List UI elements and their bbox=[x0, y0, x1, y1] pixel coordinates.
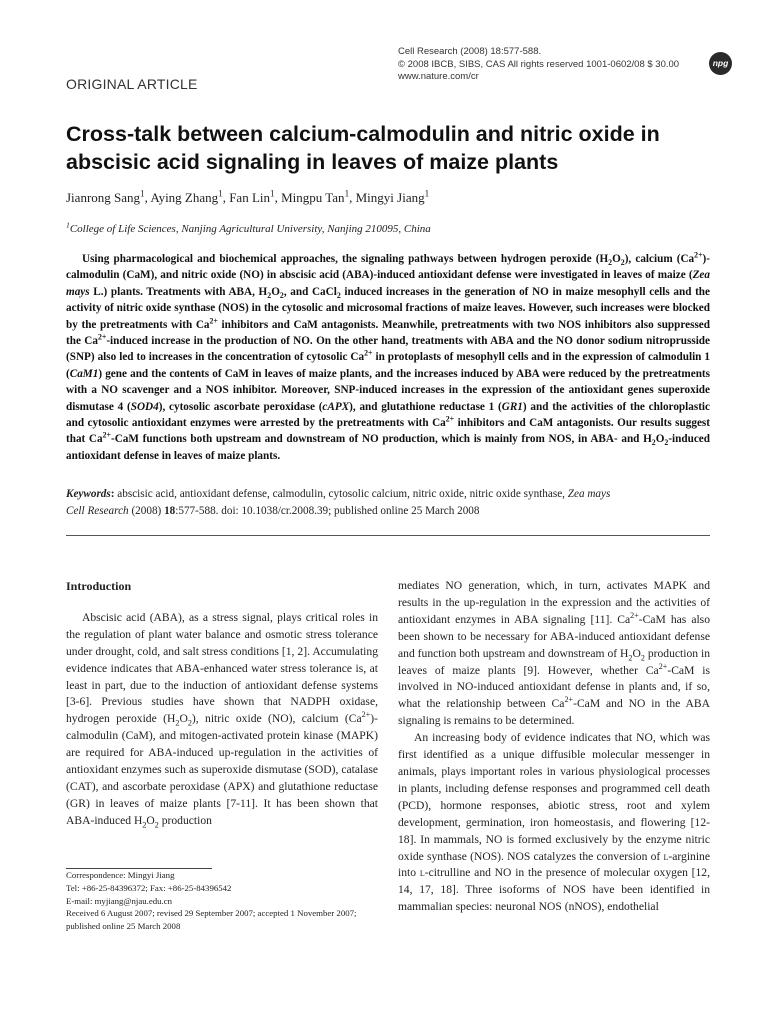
author-list: Jianrong Sang$^1$, Aying Zhang$^1$, Fan Lin$^1$, Mingpu Tan$^1$, Mingyi Jiang$^1$ bbox=[66, 188, 430, 205]
body-paragraph: mediates NO generation, which, in turn, activates MAPK and results in the up-regulation in the expression and the activities of antioxidant enzymes in ABA signaling [11]. $Ca^{2+}$-CaM has also been shown to be necessary for ABA-induced antioxidant defense and function both upstream and downstream of $H_2O_2$ production in leaves of maize plants [9]. However, whether $Ca^{2+}$-CaM is involved in NO-induced antioxidant defense in plants and, if so, what the relationship between $Ca^{2+}$-CaM and NO in the ABA signaling is remains to be determined. bbox=[398, 579, 711, 728]
email-link[interactable]: E-mail: myjiang@njau.edu.cn bbox=[66, 895, 173, 906]
author-name: Mingyi Jiang bbox=[355, 190, 425, 205]
footnote bbox=[66, 869, 378, 933]
affiliation bbox=[66, 220, 726, 235]
author-name: Mingpu Tan bbox=[281, 190, 345, 205]
right-column bbox=[398, 578, 710, 916]
introduction-heading: Introduction bbox=[66, 579, 132, 593]
author-name: Jianrong Sang bbox=[66, 190, 141, 205]
abstract: Using pharmacological and biochemical approaches, the signaling pathways between hydrogen peroxide $(H_2O_2)$, calcium $(Ca^{2+})$-calmodulin (CaM), and nitric oxide (NO) in abscisic acid (ABA)-induced antioxidant defense were investigated in leaves of maize (Zea mays L.) plants. Treatments with ABA, $H_2O_2$, and CaCl$_2$ induced increases in the generation of NO in maize mesophyll cells and the activity of nitric oxide synthase (NOS) in the cytosolic and microsomal fractions of maize leaves. However, such increases were blocked by the pretreatments with $Ca^{2+}$ inhibitors and CaM antagonists. Meanwhile, pretreatments with two NOS inhibitors also suppressed the $Ca^{2+}$-induced increase in the production of NO. On the other hand, treatments with ABA and the NO donor sodium nitroprusside (SNP) also led to increases in the concentration of cytosolic $Ca^{2+}$ in protoplasts of mesophyll cells and in the expression of calmodulin 1 (CaM1) gene and the contents of CaM in leaves of maize plants, and the increases induced by ABA were reduced by the pretreatments with a NO scavenger and a NOS inhibitor. Moreover, SNP-induced increases in the expression of the antioxidant genes superoxide dismutase 4 (SOD4), cytosolic ascorbate peroxidase (cAPX), and glutathione reductase 1 (GR1) and the activities of the chloroplastic and cytosolic antioxidant enzymes were arrested by the pretreatments with $Ca^{2+}$ inhibitors and CaM antagonists. Our results suggest that $Ca^{2+}$-CaM functions both upstream and downstream of NO production, which is mainly from NOS, in ABA- and $H_2O_2$-induced antioxidant defense in leaves of maize plants. bbox=[66, 250, 710, 462]
author-affiliation-mark: 1 bbox=[344, 188, 350, 199]
left-column bbox=[66, 578, 378, 830]
author-affiliation-mark: 1 bbox=[218, 188, 223, 199]
author-name: Aying Zhang bbox=[150, 190, 219, 205]
body-paragraph: Abscisic acid (ABA), as a stress signal, plays critical roles in the regulation of plant water balance and osmotic stress tolerance under drought, cold, and salt stress conditions [1, 2]. Accumulating evidence indicates that ABA-enhanced water stress tolerance is, at least in part, due to the induction of antioxidant defense systems [3-6]. Previous studies have shown that NADPH oxidase, hydrogen peroxide $(H_2O_2)$, nitric oxide (NO), calcium $(Ca^{2+})$-calmodulin (CaM), and mitogen-activated protein kinase (MAPK) are required for ABA-induced up-regulation in the activities of antioxidant enzymes such as superoxide dismutase (SOD), catalase (CAT), and ascorbate peroxidase (APX) and glutathione reductase (GR) in leaves of maize plants [7-11]. It has been shown that ABA-induced $H_2O_2$ production bbox=[66, 610, 378, 830]
keywords: Keywords: abscisic acid, antioxidant defense, calmodulin, cytosolic calcium, nitric oxide, nitric oxide synthase, Zea mays bbox=[66, 488, 611, 500]
header-divider bbox=[66, 535, 710, 536]
journal-info bbox=[398, 46, 698, 84]
citation-line: Cell Research (2008) 18:577-588. doi: 10.1038/cr.2008.39; published online 25 March 2008 bbox=[66, 505, 480, 517]
journal-citation-line: Cell Research (2008) 18:577-588. bbox=[398, 46, 542, 57]
author-name: Fan Lin bbox=[229, 190, 271, 205]
journal-url-link[interactable]: www.nature.com/cr bbox=[398, 71, 479, 82]
correspondence-line: Correspondence: Mingyi Jiang bbox=[66, 870, 175, 880]
keywords-text: abscisic acid, antioxidant defense, calmodulin, cytosolic calcium, nitric oxide, nitric oxide synthase, Zea mays bbox=[117, 488, 611, 500]
contact-line: Tel: +86-25-84396372; Fax: +86-25-84396542 bbox=[66, 882, 232, 893]
keywords-label: Keywords bbox=[66, 488, 111, 500]
article-title: Cross-talk between calcium-calmodulin and nitric oxide in abscisic acid signaling in leaves of maize plants bbox=[66, 122, 660, 174]
affiliation-text: College of Life Sciences, Nanjing Agricultural University, Nanjing 210095, China bbox=[69, 223, 431, 235]
npg-logo: npg bbox=[709, 52, 732, 75]
copyright-line: © 2008 IBCB, SIBS, CAS All rights reserved 1001-0602/08 $ 30.00 bbox=[398, 58, 680, 70]
author-affiliation-mark: 1 bbox=[424, 188, 430, 199]
article-type: ORIGINAL ARTICLE bbox=[66, 76, 198, 92]
received-dates: Received 6 August 2007; revised 29 September 2007; accepted 1 November 2007; published online 25 March 2008 bbox=[66, 908, 357, 932]
body-paragraph: An increasing body of evidence indicates that NO, which was first identified as a unique diffusible molecular messenger in animals, plays important roles in various physiological processes in plants, including defense responses and programmed cell death (PCD), hormone responses, abiotic stress, root and xylem development, germination, iron homeostasis, and flowering [12-18]. In mammals, NO is formed exclusively by the enzyme nitric oxide synthase (NOS). NOS catalyzes the conversion of l-arginine into l-citrulline and NO in the presence of molecular oxygen [12, 14, 17, 18]. Three isoforms of NOS have been identified in mammalian species: neuronal NOS (nNOS), endothelial bbox=[398, 731, 711, 914]
affiliation-mark: 1 bbox=[66, 220, 70, 230]
author-affiliation-mark: 1 bbox=[270, 188, 275, 199]
author-affiliation-mark: 1 bbox=[140, 188, 145, 199]
